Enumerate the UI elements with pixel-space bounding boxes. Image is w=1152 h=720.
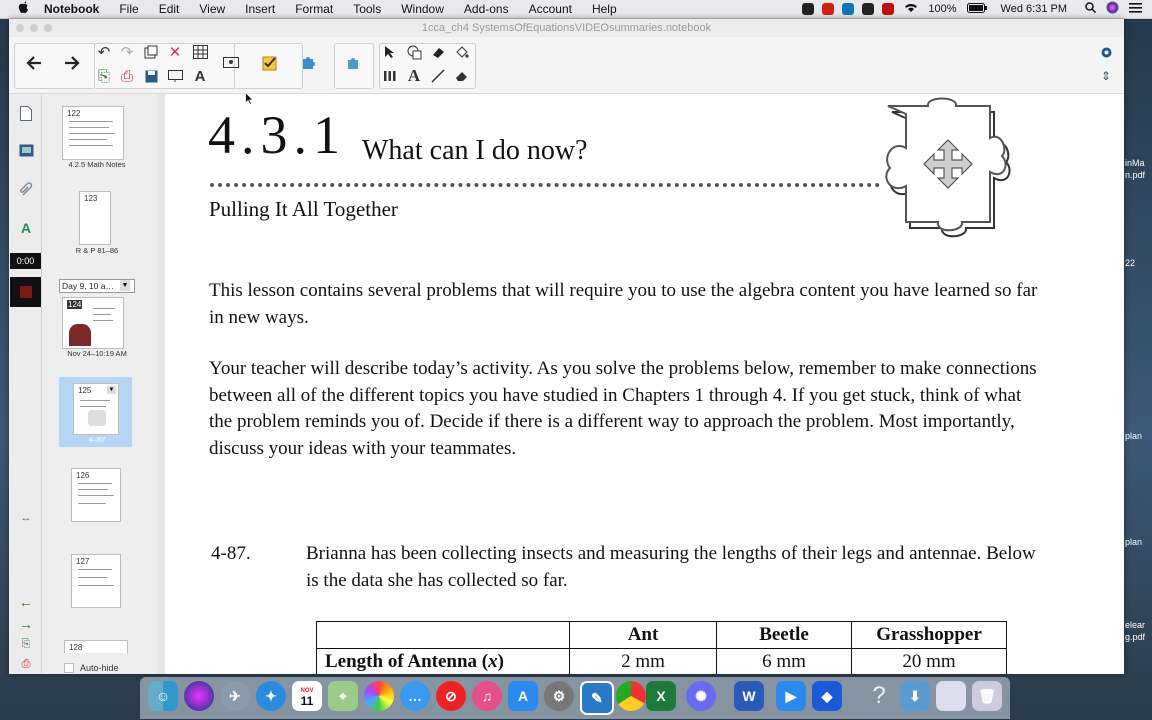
select-arrow-icon[interactable] (379, 41, 401, 63)
table-row (317, 649, 1007, 675)
activity-builder-icon[interactable] (259, 52, 281, 74)
minimize-window-button[interactable] (30, 24, 38, 32)
sync-icon[interactable] (842, 3, 854, 15)
status-area (794, 0, 1152, 18)
table-header-cell: Ant (570, 622, 717, 649)
page-thumbnail-124[interactable] (62, 297, 124, 349)
news-icon[interactable]: ⊘ (436, 681, 466, 711)
thumbnail-caption: R & P 81–86 (75, 246, 119, 255)
table-header-cell (317, 622, 570, 649)
pens-icon[interactable] (379, 65, 401, 87)
desktop-file-label[interactable]: n.pdf (1125, 170, 1146, 180)
desktop-file-label[interactable]: g.pdf (1125, 632, 1146, 642)
battery-icon[interactable] (967, 3, 987, 16)
page-thumbnail-128[interactable] (64, 640, 128, 653)
documents-stack-icon[interactable] (936, 681, 966, 711)
thumbnail-menu-icon[interactable]: ▼ (108, 387, 115, 393)
window-title: 1cca_ch4 SystemsOfEquationsVIDEOsummaries.notebook (421, 22, 712, 34)
resize-panel-icon[interactable]: ↔ (20, 512, 32, 524)
thumbnail-number: 126 (76, 471, 90, 480)
recording-stop-button[interactable] (10, 277, 41, 307)
thumbnail-number: 127 (76, 557, 90, 566)
siri-icon[interactable] (1106, 1, 1119, 17)
thumbnail-number: 124 (68, 300, 82, 309)
autohide-option[interactable] (64, 663, 119, 673)
menu-addons[interactable]: Add-ons (463, 2, 509, 16)
thumbnail-number: 128 (69, 643, 83, 652)
dotted-divider (210, 183, 880, 187)
desktop-file-label[interactable]: inMa (1125, 158, 1145, 168)
sidebar-next-arrow-icon[interactable]: → (19, 616, 33, 632)
addon-puzzle-icon[interactable] (297, 52, 319, 74)
table-header-cell: Grasshopper (852, 622, 1007, 649)
zoom-window-button[interactable] (44, 24, 52, 32)
dropbox-icon[interactable]: ◆ (812, 681, 842, 711)
table-cell: 20 mm (852, 649, 1007, 675)
apple-menu-icon[interactable] (18, 1, 32, 17)
menu-view[interactable]: View (199, 2, 226, 16)
fill-bucket-icon[interactable] (451, 41, 473, 63)
wifi-icon[interactable] (904, 3, 918, 16)
excel-icon[interactable]: X (646, 681, 676, 711)
window-titlebar (9, 19, 1124, 37)
menu-bar (0, 0, 1152, 19)
thumbnail-number: 123 (84, 194, 98, 203)
toolbar-toggle-icon[interactable]: ⇕ (1100, 69, 1112, 83)
intro-paragraph: This lesson contains several problems that will require you to use the algebra content you have learned so far in new ways. (209, 280, 1038, 328)
lab-puzzle-icon[interactable] (342, 52, 364, 74)
menu-file[interactable]: File (119, 2, 139, 16)
redo-icon[interactable]: ↷ (120, 44, 134, 61)
properties-icon[interactable]: A (20, 220, 32, 236)
app-icon[interactable]: ✺ (686, 681, 716, 711)
safari-icon[interactable]: ✦ (256, 681, 286, 711)
help-icon[interactable]: ? (872, 682, 886, 709)
chrome-icon[interactable] (616, 681, 646, 711)
notebook-app-icon[interactable]: ✎ (580, 681, 614, 715)
finder-icon[interactable]: ☺ (148, 681, 178, 711)
table-header-cell: Beetle (717, 622, 852, 649)
page-thumbnail-127[interactable] (71, 554, 121, 608)
close-window-button[interactable] (16, 24, 24, 32)
siri-dock-icon[interactable] (184, 681, 214, 711)
screen-record-icon[interactable] (802, 3, 814, 15)
line-tool-icon[interactable] (427, 65, 449, 87)
thumbnail-caption: Nov 24–10:19 AM (67, 349, 127, 358)
notebook-window (9, 19, 1124, 674)
eraser-icon[interactable] (451, 65, 473, 87)
trash-icon[interactable]: 🗑 (972, 681, 1002, 711)
table-cell: 2 mm (570, 649, 717, 675)
add-page-icon[interactable]: ⎘ (21, 638, 31, 650)
dock (140, 677, 1010, 719)
desktop-file-label[interactable]: plan (1125, 537, 1143, 547)
previous-page-button[interactable] (23, 52, 45, 74)
menu-app-notebook[interactable]: Notebook (44, 2, 100, 16)
desktop-file-label[interactable]: plan (1125, 431, 1143, 441)
menu-window[interactable]: Window (401, 2, 444, 16)
delete-icon[interactable]: ✕ (168, 44, 182, 61)
delete-page-icon[interactable]: ⎙ (21, 658, 31, 670)
thumbnail-number: 125 (78, 386, 92, 395)
sidebar-prev-arrow-icon[interactable]: ← (19, 594, 33, 610)
screen-shade-icon[interactable] (164, 65, 186, 87)
import-icon[interactable]: ⎘ (97, 67, 110, 85)
menu-insert[interactable]: Insert (245, 2, 276, 16)
thumbnail-caption: 4–87 (88, 435, 106, 444)
gallery-icon[interactable] (17, 144, 35, 162)
group-select[interactable]: Day 9, 10 a… (59, 279, 135, 293)
problem-number: 4-87. (211, 543, 251, 564)
desktop-file-label[interactable]: 22 (1125, 258, 1136, 268)
word-icon[interactable]: W (734, 681, 764, 711)
autohide-label: Auto-hide (80, 663, 119, 673)
gear-status-icon[interactable] (862, 3, 874, 15)
page-thumbnail-125[interactable] (73, 383, 119, 435)
photos-icon[interactable] (364, 681, 394, 711)
table-header-row (317, 622, 1007, 649)
maps-icon[interactable]: ⌖ (328, 681, 358, 711)
window-controls (16, 24, 52, 32)
puzzle-piece-image (878, 94, 1038, 249)
toolbar (9, 37, 1124, 94)
notebook-page[interactable] (166, 94, 1124, 674)
lesson-subtitle: Pulling It All Together (209, 197, 398, 221)
notification-center-icon[interactable] (1129, 3, 1142, 16)
mouse-cursor-icon (245, 92, 254, 110)
table-cell: 6 mm (717, 649, 852, 675)
pdf-status-icon[interactable] (882, 3, 894, 15)
undo-icon[interactable]: ↶ (97, 44, 111, 61)
desktop-file-label[interactable]: elear (1125, 620, 1146, 630)
attachments-icon[interactable] (17, 182, 35, 200)
spotlight-search-icon[interactable] (1085, 2, 1096, 16)
calendar-icon[interactable] (292, 681, 322, 711)
lesson-number: 4.3.1 (208, 105, 346, 165)
panel-splitter[interactable] (157, 94, 165, 674)
activity-paragraph: Your teacher will describe today’s activity. As you solve the problems below, remember to make connections between all of the different topics you have studied in Chapters 1 through 4. If you get stuck, think of what the problem reminds you of. Decide if there is a different way to approach the problem. Most importantly, discuss your ideas with your teammates. (209, 358, 1037, 459)
menu-account[interactable]: Account (528, 2, 572, 16)
messages-icon[interactable]: … (400, 681, 430, 711)
dropdown-arrow-icon[interactable]: ▼ (121, 282, 129, 289)
clone-page-icon[interactable] (140, 41, 162, 63)
insect-data-table (316, 621, 1007, 674)
settings-gear-icon[interactable] (1095, 41, 1117, 63)
recording-timer[interactable]: 0:00 (10, 253, 41, 269)
page-thumbnail-123[interactable] (79, 191, 111, 245)
table-row-header: Length of Antenna (x) (317, 649, 570, 675)
thumbnail-caption: 4.2.5 Math Notes (68, 160, 126, 169)
spell-check-icon[interactable]: A (194, 67, 206, 85)
save-icon[interactable] (140, 65, 162, 87)
page-sorter-icon[interactable] (17, 106, 35, 124)
clock[interactable]: Wed 6:31 PM (1000, 3, 1067, 15)
calendar-month: NOV (300, 688, 314, 694)
next-page-button[interactable] (61, 52, 83, 74)
problem-text: Brianna has been collecting insects and measuring the lengths of their legs and antennae. Below is the data she has collected so far. (306, 543, 1036, 591)
music-icon[interactable]: ♫ (472, 681, 502, 711)
display-settings-icon[interactable] (220, 52, 242, 74)
calendar-day: 11 (300, 694, 314, 708)
launchpad-icon[interactable]: ✈ (220, 681, 250, 711)
menu-format[interactable]: Format (295, 2, 334, 16)
thumbnail-number: 122 (67, 109, 81, 118)
lesson-title: What can I do now? (362, 135, 588, 166)
autohide-checkbox[interactable] (64, 663, 74, 673)
app-status-icon[interactable] (822, 3, 834, 15)
page-sorter-panel (42, 94, 158, 674)
app-store-icon[interactable]: A (508, 681, 538, 711)
eraser-fill-icon[interactable] (427, 41, 449, 63)
menu-help[interactable]: Help (591, 2, 617, 16)
text-tool-icon[interactable]: A (407, 66, 421, 85)
menu-edit[interactable]: Edit (158, 2, 180, 16)
battery-percent[interactable]: 100% (928, 3, 957, 15)
menu-tools[interactable]: Tools (353, 2, 382, 16)
export-pdf-icon[interactable]: ⎙ (120, 67, 133, 85)
downloads-folder-icon[interactable]: ⬇ (900, 681, 930, 711)
zoom-icon[interactable]: ▶ (776, 681, 806, 711)
system-preferences-icon[interactable]: ⚙ (544, 681, 574, 711)
page-thumbnail-126[interactable] (71, 468, 121, 522)
sidebar-tabs (9, 94, 42, 674)
page-thumbnail-122[interactable] (62, 106, 124, 160)
shapes-icon[interactable] (403, 41, 425, 63)
table-icon[interactable] (189, 41, 211, 63)
